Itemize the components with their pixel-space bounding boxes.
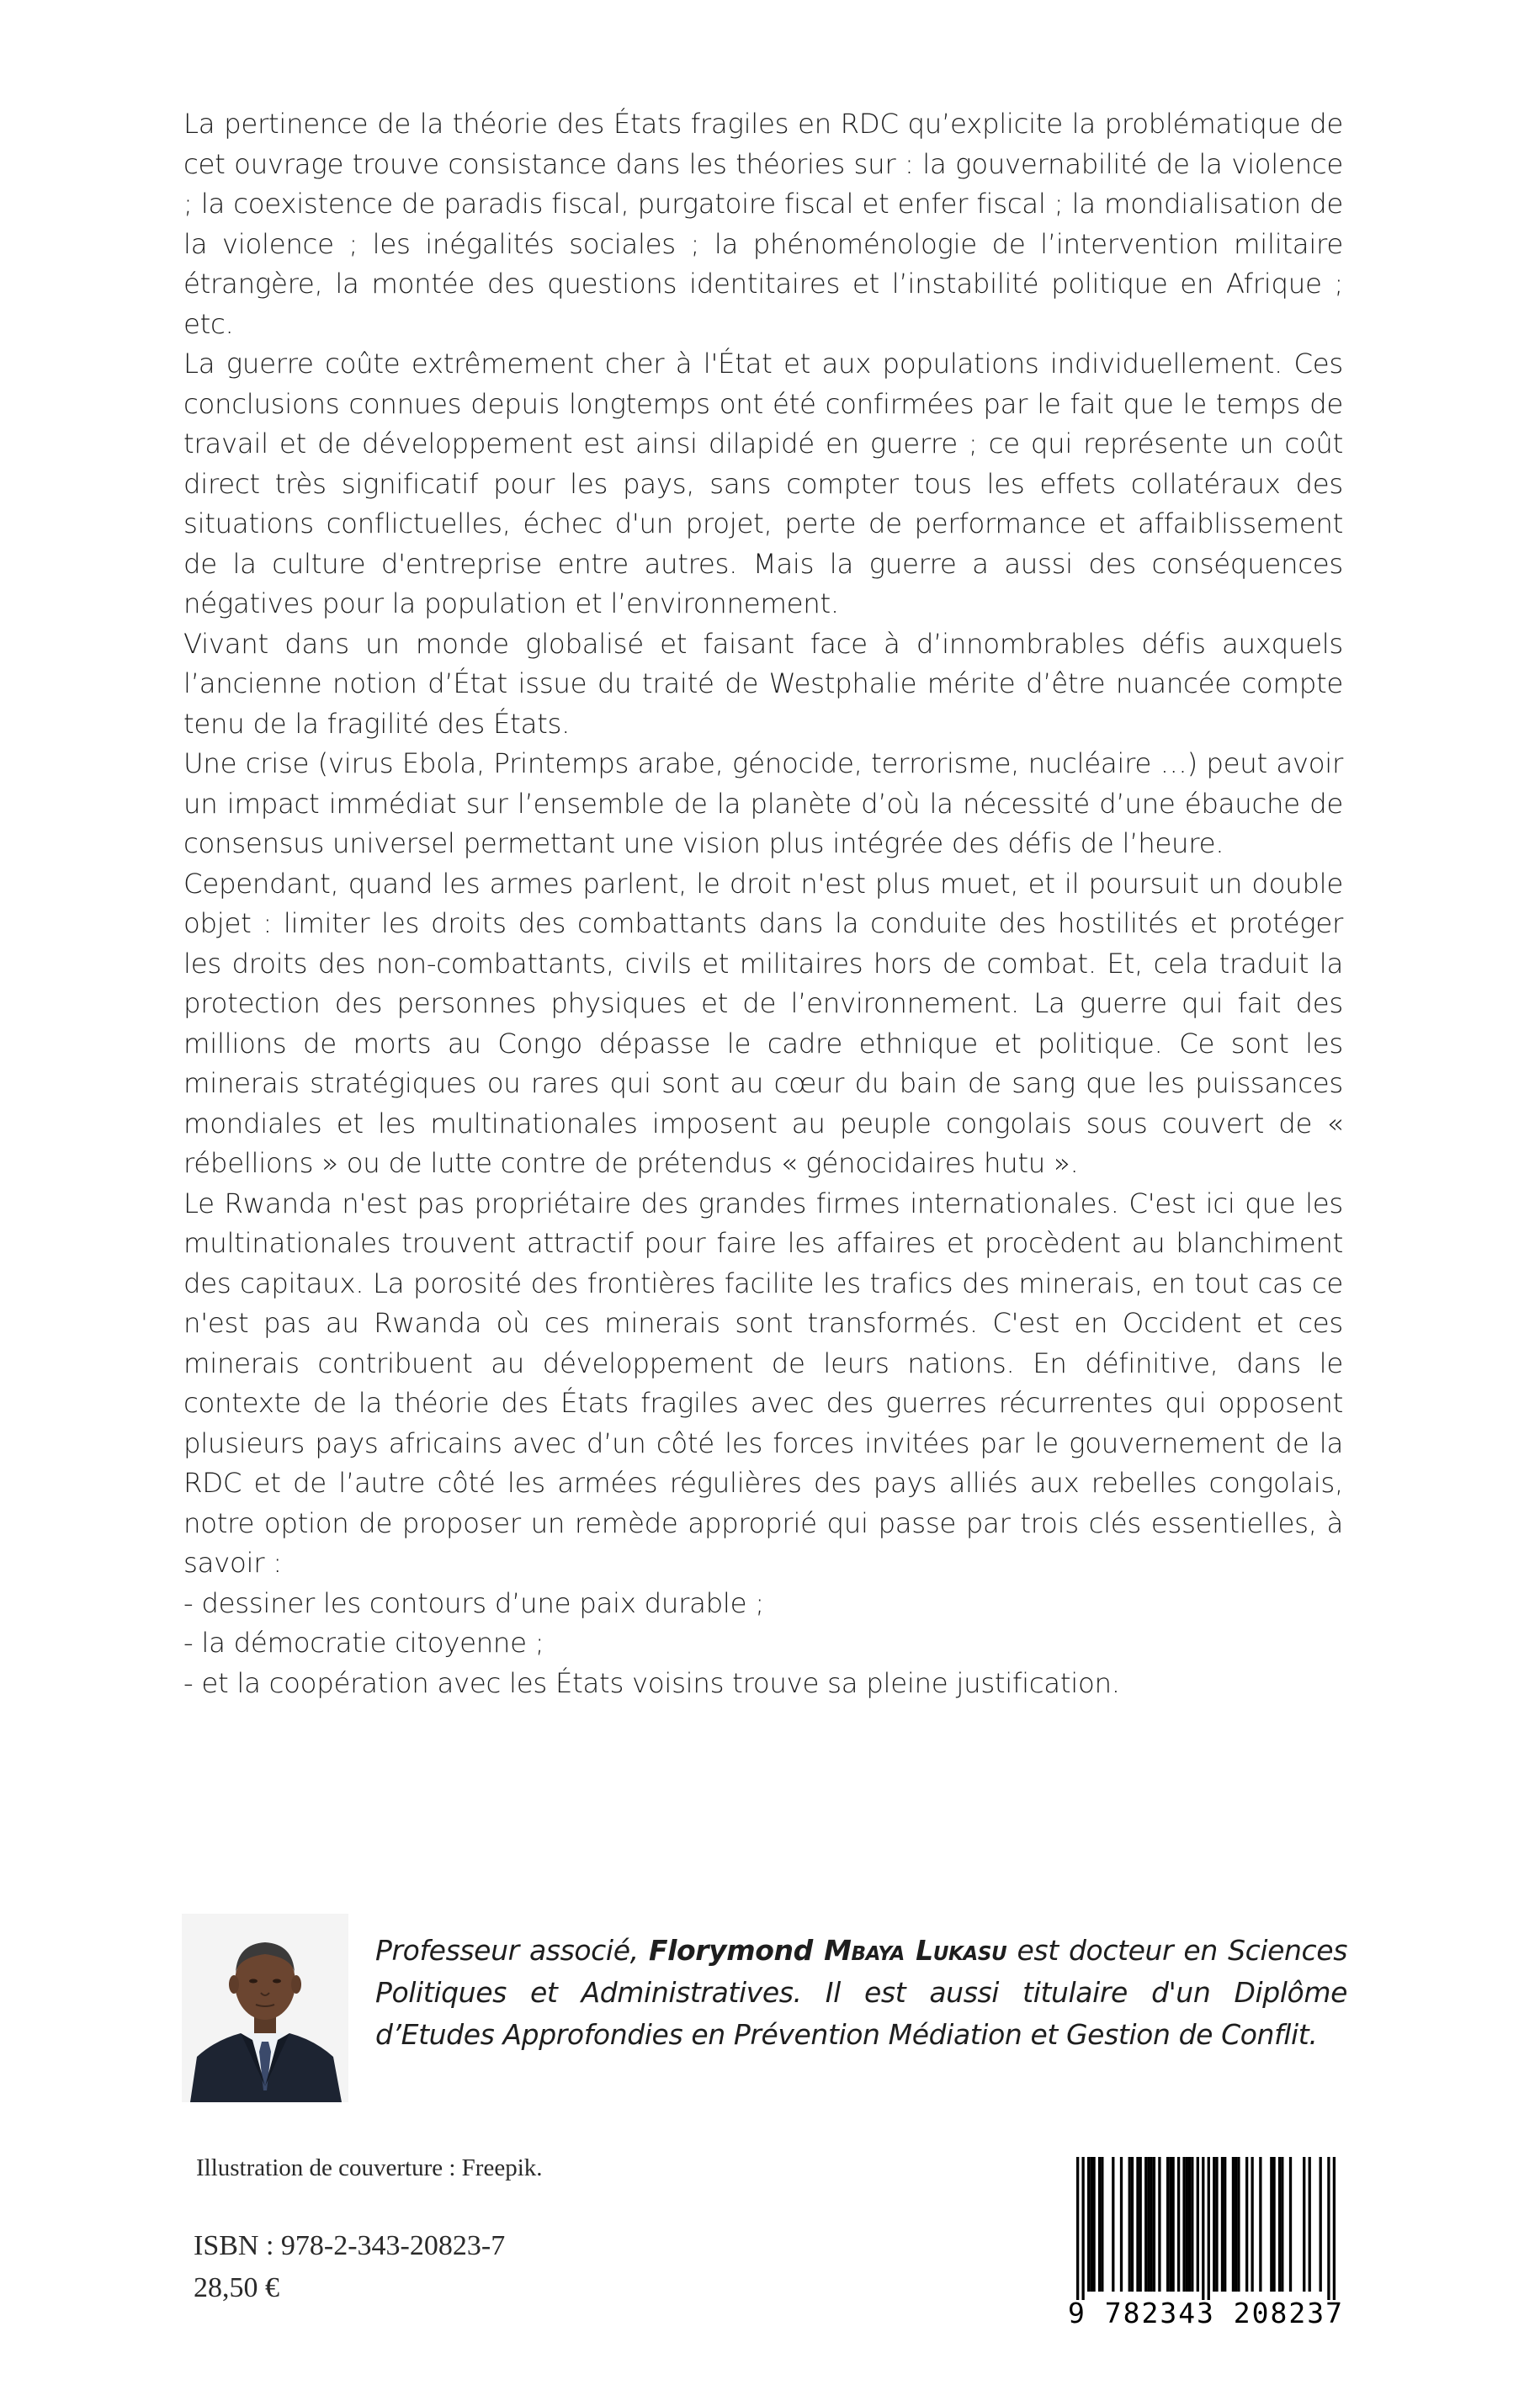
list-item: - dessiner les contours d’une paix durable ; [183, 1586, 764, 1619]
barcode-bar [1171, 2157, 1174, 2292]
barcode-bar [1112, 2157, 1114, 2292]
author-portrait-image [182, 1914, 348, 2102]
list-item: - la démocratie citoyenne ; [183, 1627, 544, 1659]
barcode-bar [1101, 2157, 1103, 2292]
barcode-bar [1245, 2157, 1248, 2292]
barcode-bar [1251, 2157, 1253, 2292]
paragraph: La guerre coûte extrêmement cher à l'État et aux populations individuellement. Ces conclusions connues depuis longtemps ont été confirmées par le fait que le temps de travail et de développement est ainsi dilapidé en guerre ; ce qui représente un coût direct très significatif pour les pays, sans compter tous les effets collatéraux des situations conflictuelles, échec d'un projet, perte de performance et affaiblissement de la culture d'entreprise entre autres. Mais la guerre a aussi des conséquences négatives pour la population et l’environnement. [183, 348, 1343, 619]
barcode-bar [1092, 2157, 1095, 2292]
paragraph: Une crise (virus Ebola, Printemps arabe, génocide, terrorisme, nucléaire …) peut avoir un impact immédiat sur l’ensemble de la planète d’où la nécessité d’une ébauche de consensus universel permettant une vision plus intégrée des défis de l’heure. [183, 747, 1343, 859]
author-bio-prefix: Professeur associé, [375, 1934, 649, 1967]
barcode-bar [1150, 2157, 1153, 2292]
paragraph: Vivant dans un monde globalisé et faisant face à d’innombrables défis auxquels l’ancienne notion d’État issue du traité de Westphalie mérite d’être nuancée compte tenu de la fragilité des États. [183, 627, 1343, 740]
list-item: - et la coopération avec les États voisins trouve sa pleine justification. [183, 1666, 1120, 1699]
barcode-bar [1197, 2157, 1199, 2292]
barcode-bar [1169, 2157, 1171, 2292]
barcode-bar [1278, 2157, 1281, 2292]
barcode-bar [1136, 2157, 1139, 2292]
barcode-bar [1144, 2157, 1147, 2292]
barcode-bar [1237, 2157, 1240, 2292]
barcode-bar [1224, 2157, 1226, 2292]
barcode-bar [1098, 2157, 1101, 2292]
barcode-digits: 9 782343 208237 [1067, 2297, 1344, 2329]
barcode-bar [1215, 2157, 1218, 2292]
barcode-bar [1208, 2157, 1210, 2300]
barcode-bar [1272, 2157, 1275, 2292]
author-last-name-2: Lukasu [916, 1934, 1007, 1967]
barcode-bar [1221, 2157, 1224, 2292]
paragraph: Le Rwanda n'est pas propriétaire des grandes firmes internationales. C'est ici que les multinationales trouvent attractif pour faire les affaires et procèdent au blanchiment des capitaux. La porosité des frontières facilite les trafics des minerais, en tout cas ce n'est pas au Rwanda où ces minerais sont transformés. C'est en Occident et ces minerais contribuent au développement de leurs nations. En définitive, dans le contexte de la théorie des États fragiles avec des guerres récurrentes qui opposent plusieurs pays africains avec d’un côté les forces invitées par le gouvernement de la RDC et de l’autre côté les armées régulières des pays alliés aux rebelles congolais, notre option de proposer un remède approprié qui passe par trois clés essentielles, à savoir : [183, 1187, 1343, 1579]
barcode-bar [1333, 2157, 1336, 2300]
barcode-bar [1259, 2157, 1261, 2292]
author-first-name: Florymond [648, 1934, 825, 1967]
barcode-bar [1182, 2157, 1185, 2292]
barcode-bar [1087, 2157, 1090, 2292]
barcode-bar [1166, 2157, 1169, 2292]
barcode-bar [1090, 2157, 1092, 2292]
barcode-bar [1177, 2157, 1180, 2292]
barcode-bar [1186, 2157, 1188, 2292]
back-cover-text [183, 104, 1343, 1703]
barcode-bar [1076, 2157, 1079, 2300]
barcode-bars [1063, 2157, 1349, 2300]
barcode-bar [1235, 2157, 1237, 2292]
barcode-bar [1081, 2157, 1084, 2300]
price: 28,50 € [194, 2272, 279, 2303]
author-last-name-1: Mbaya [824, 1934, 916, 1967]
paragraph: Cependant, quand les armes parlent, le droit n'est plus muet, et il poursuit un double objet : limiter les droits des combattants dans la conduite des hostilités et protéger les droits des non-combattants, civils et militaires hors de combat. Et, cela traduit la protection des personnes physiques et de l’environnement. La guerre qui fait des millions de morts au Congo dépasse le cadre ethnique et politique. Ce sont les minerais stratégiques ou rares qui sont au cœur du bain de sang que les puissances mondiales et les multinationales imposent au peuple congolais sous couvert de « rébellions » ou de lutte contre de prétendus « génocidaires hutu ». [183, 867, 1343, 1179]
barcode-bar [1128, 2157, 1131, 2292]
barcode [1063, 2157, 1349, 2335]
barcode-bar [1202, 2157, 1204, 2300]
barcode-bar [1153, 2157, 1155, 2292]
barcode-bar [1303, 2157, 1305, 2292]
barcode-bar [1188, 2157, 1191, 2292]
barcode-bar [1281, 2157, 1283, 2292]
barcode-bar [1232, 2157, 1235, 2292]
author-bio-rest: est docteur en Sciences Politiques et Administratives. Il est aussi titulaire d'un Diplôme d’Etudes Approfondies en Prévention Médiation et Gestion de Conflit. [375, 1934, 1347, 2051]
barcode-bar [1139, 2157, 1142, 2292]
barcode-bar [1158, 2157, 1160, 2292]
barcode-bar [1191, 2157, 1193, 2292]
barcode-bar [1320, 2157, 1322, 2292]
barcode-bar [1309, 2157, 1311, 2292]
paragraph: La pertinence de la théorie des États fragiles en RDC qu’explicite la problématique de cet ouvrage trouve consistance dans les théories sur : la gouvernabilité de la violence ; la coexistence de paradis fiscal, purgatoire fiscal et enfer fiscal ; la mondialisation de la violence ; les inégalités sociales ; la phénoménologie de l’intervention militaire étrangère, la montée des questions identitaires et l’instabilité politique en Afrique ; etc. [183, 108, 1343, 340]
barcode-bar [1120, 2157, 1123, 2292]
cover-credit: Illustration de couverture : Freepik. [196, 2154, 543, 2181]
barcode-bar [1213, 2157, 1215, 2292]
author-bio [375, 1930, 1347, 2056]
barcode-bar [1289, 2157, 1292, 2292]
barcode-bar [1270, 2157, 1272, 2292]
isbn: ISBN : 978-2-343-20823-7 [194, 2230, 506, 2261]
author-photo [182, 1914, 348, 2102]
barcode-bar [1131, 2157, 1134, 2292]
barcode-bar [1327, 2157, 1330, 2300]
barcode-bar [1147, 2157, 1150, 2292]
